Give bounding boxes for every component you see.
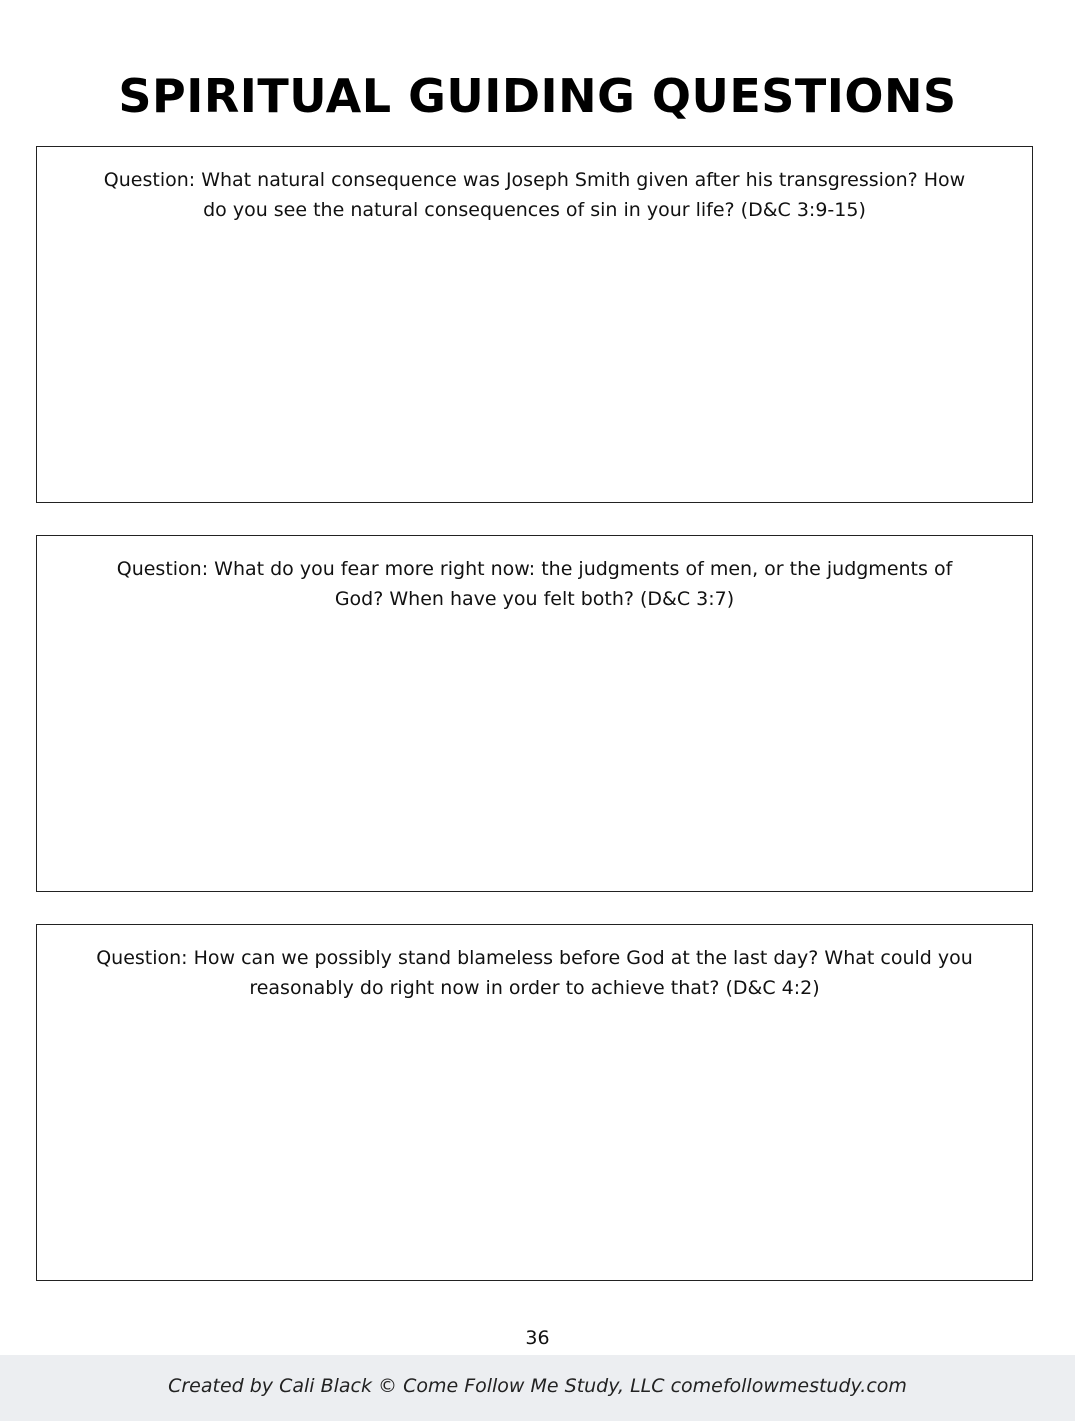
question-box-2[interactable] [36, 535, 1033, 892]
footer-bar [0, 1355, 1075, 1421]
page-title: SPIRITUAL GUIDING QUESTIONS [118, 69, 957, 123]
question-box-1[interactable] [36, 146, 1033, 503]
page-number: 36 [525, 1327, 550, 1349]
footer-credit: Created by Cali Black © Come Follow Me Study, LLC comefollowmestudy.com [168, 1375, 907, 1397]
question-box-3[interactable] [36, 924, 1033, 1281]
question-text: Question: What do you fear more right now: the judgments of men, or the judgments of God? When have you felt both? (D&C 3:7) [116, 558, 953, 610]
question-text: Question: What natural consequence was Joseph Smith given after his transgression? How do you see the natural consequences of sin in your life? (D&C 3:9-15) [103, 169, 966, 221]
question-text: Question: How can we possibly stand blameless before God at the last day? What could you reasonably do right now in order to achieve that? (D&C 4:2) [96, 947, 973, 999]
